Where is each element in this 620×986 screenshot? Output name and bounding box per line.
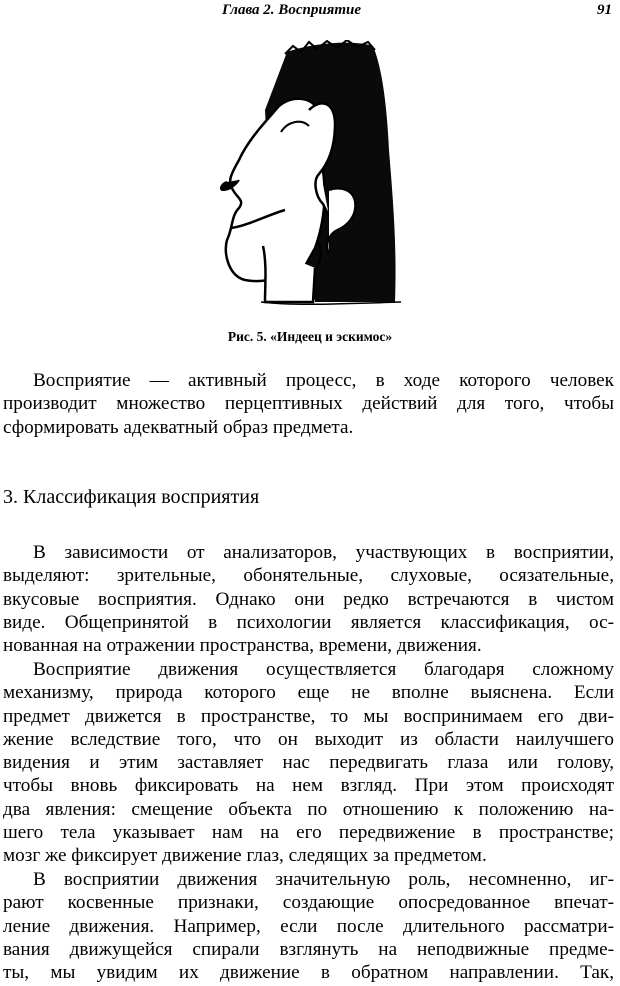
text-line: В восприятии движения значительную роль, несомненно, иг- <box>33 869 614 890</box>
page-number: 91 <box>597 2 612 18</box>
figure-caption: Рис. 5. «Индеец и эскимос» <box>227 329 393 344</box>
text-line: предмет движется в пространстве, то мы воспринимаем его дви- <box>3 705 614 727</box>
figure-indian-eskimo-illusion <box>205 40 405 308</box>
text-line: ты, мы увидим их движение в обратном направлении. Так, <box>3 962 614 984</box>
text-line: В зависимости от анализаторов, участвующих в восприятии, <box>33 542 614 563</box>
text-line: рают косвенные признаки, создающие опосредованное впечат- <box>3 892 614 914</box>
text-line: сформировать адекватный образ предмета. <box>3 416 354 438</box>
text-line: вания движущейся спирали взглянуть на неподвижные предме- <box>3 938 614 960</box>
paragraph-perception-definition <box>3 369 614 439</box>
text-line: жение вследствие того, что он выходит из области наилучшего <box>3 728 614 750</box>
running-title: Глава 2. Восприятие <box>222 2 362 18</box>
text-line: выделяют: зрительные, обонятельные, слуховые, осязательные, <box>3 565 614 587</box>
paragraph-classification <box>3 541 614 657</box>
text-line: мозг же фиксирует движение глаз, следящих за предметом. <box>3 845 487 867</box>
text-line: Восприятие — активный процесс, в ходе которого человек <box>33 370 614 391</box>
text-line: производит множество перцептивных действий для того, чтобы <box>3 393 614 415</box>
text-line: чтобы вновь фиксировать на нем взгляд. При этом происходят <box>3 775 614 797</box>
running-head <box>0 2 620 22</box>
paragraph-motion-perception <box>3 658 614 868</box>
ambiguous-figure-drawing <box>205 40 405 308</box>
text-line: механизму, природа которого еще не вполне выяснена. Если <box>3 682 614 704</box>
text-line: два явления: смещение объекта по отношению к положению на- <box>3 798 614 820</box>
text-line: видения и этим заставляет нас передвигать глаза или голову, <box>3 752 614 774</box>
text-line: вкусовые восприятия. Однако они редко встречаются в чистом <box>3 588 614 610</box>
section-heading: 3. Классификация восприятия <box>3 486 260 508</box>
text-line: шего тела указывает нам на его передвижение в пространстве; <box>3 822 614 844</box>
paragraph-indirect-signs <box>3 868 614 984</box>
text-line: нованная на отражении пространства, времени, движения. <box>3 635 482 657</box>
text-line: виде. Общепринятой в психологии является классификация, ос- <box>3 611 614 633</box>
text-line: ление движения. Например, если после длительного рассматри- <box>3 915 614 937</box>
text-line: Восприятие движения осуществляется благодаря сложному <box>33 659 614 680</box>
